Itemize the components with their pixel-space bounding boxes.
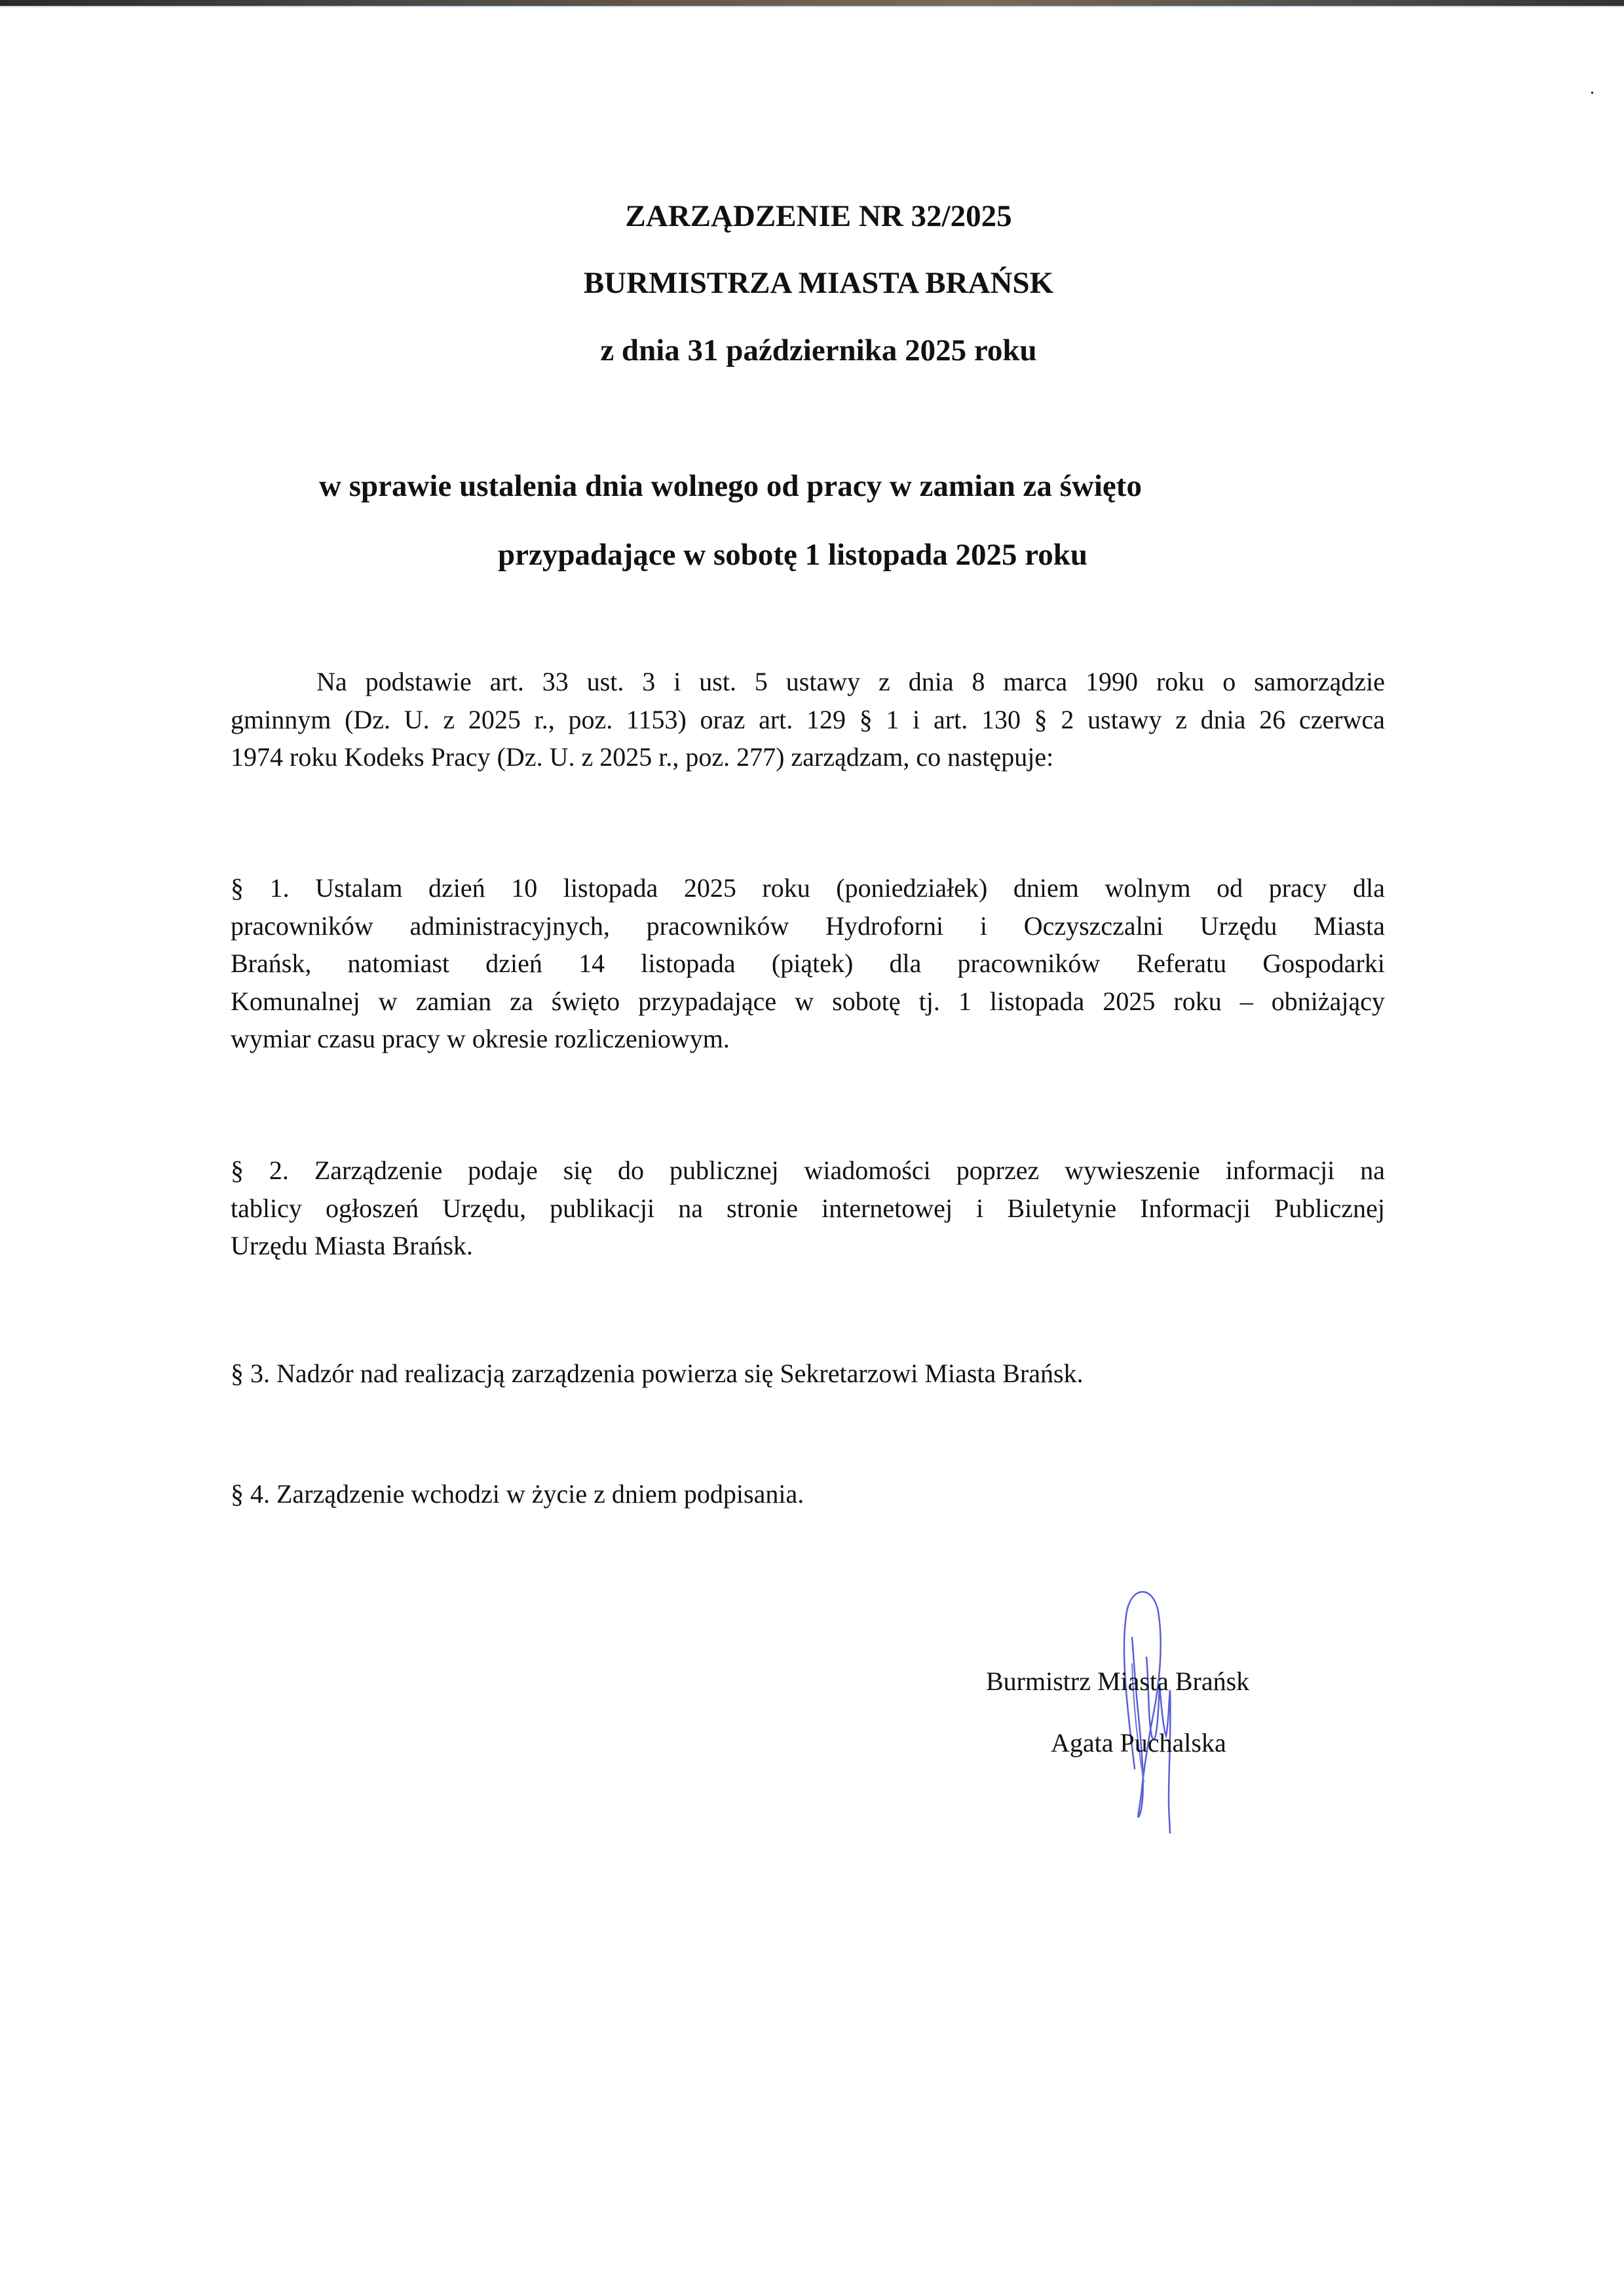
text-line: wymiar czasu pracy w okresie rozliczeniowym.: [231, 1024, 730, 1053]
text-line: tablicy ogłoszeń Urzędu, publikacji na stronie internetowej i Biuletynie Informacji Publicznej: [231, 1193, 1385, 1223]
paragraph-3: [231, 1355, 1385, 1393]
legal-basis-paragraph: [231, 663, 1385, 776]
text-line: § 2. Zarządzenie podaje się do publicznej wiadomości poprzez wywieszenie informacji na: [231, 1156, 1385, 1185]
text-line: § 4. Zarządzenie wchodzi w życie z dniem podpisania.: [231, 1479, 804, 1509]
document-title: ZARZĄDZENIE NR 32/2025: [625, 199, 1012, 233]
text-line: 1974 roku Kodeks Pracy (Dz. U. z 2025 r., poz. 277) zarządzam, co następuje:: [231, 742, 1054, 772]
text-line: Brańsk, natomiast dzień 14 listopada (piątek) dla pracowników Referatu Gospodarki: [231, 949, 1385, 978]
text-line: § 1. Ustalam dzień 10 listopada 2025 roku (poniedziałek) dniem wolnym od pracy dla: [231, 873, 1385, 903]
text-line: gminnym (Dz. U. z 2025 r., poz. 1153) oraz art. 129 § 1 i art. 130 § 2 ustawy z dnia 26 czerwca: [231, 704, 1385, 734]
document-issuer: BURMISTRZA MIASTA BRAŃSK: [583, 266, 1054, 300]
paragraph-4: [231, 1475, 1385, 1513]
text-line: Na podstawie art. 33 ust. 3 i ust. 5 ustawy z dnia 8 marca 1990 roku o samorządzie: [316, 667, 1385, 696]
subject-line-2: przypadające w sobotę 1 listopada 2025 roku: [498, 538, 1088, 572]
scan-speck: [1591, 92, 1593, 94]
text-line: pracowników administracyjnych, pracowników Hydroforni i Oczyszczalni Urzędu Miasta: [231, 911, 1385, 941]
scan-top-edge: [0, 0, 1624, 6]
signatory-name: Agata Puchalska: [1051, 1728, 1226, 1758]
subject-line-1: w sprawie ustalenia dnia wolnego od pracy w zamian za święto: [319, 469, 1142, 503]
text-line: Komunalnej w zamian za święto przypadające w sobotę tj. 1 listopada 2025 roku – obniżający: [231, 986, 1385, 1016]
handwritten-signature-icon: [1101, 1572, 1192, 1847]
paragraph-1: [231, 869, 1385, 1058]
document-date: z dnia 31 października 2025 roku: [600, 333, 1037, 367]
signatory-title: Burmistrz Miasta Brańsk: [986, 1666, 1250, 1696]
text-line: § 3. Nadzór nad realizacją zarządzenia powierza się Sekretarzowi Miasta Brańsk.: [231, 1359, 1084, 1388]
scan-top-edge-tint: [0, 6, 1624, 7]
paragraph-2: [231, 1152, 1385, 1265]
text-line: Urzędu Miasta Brańsk.: [231, 1231, 473, 1260]
